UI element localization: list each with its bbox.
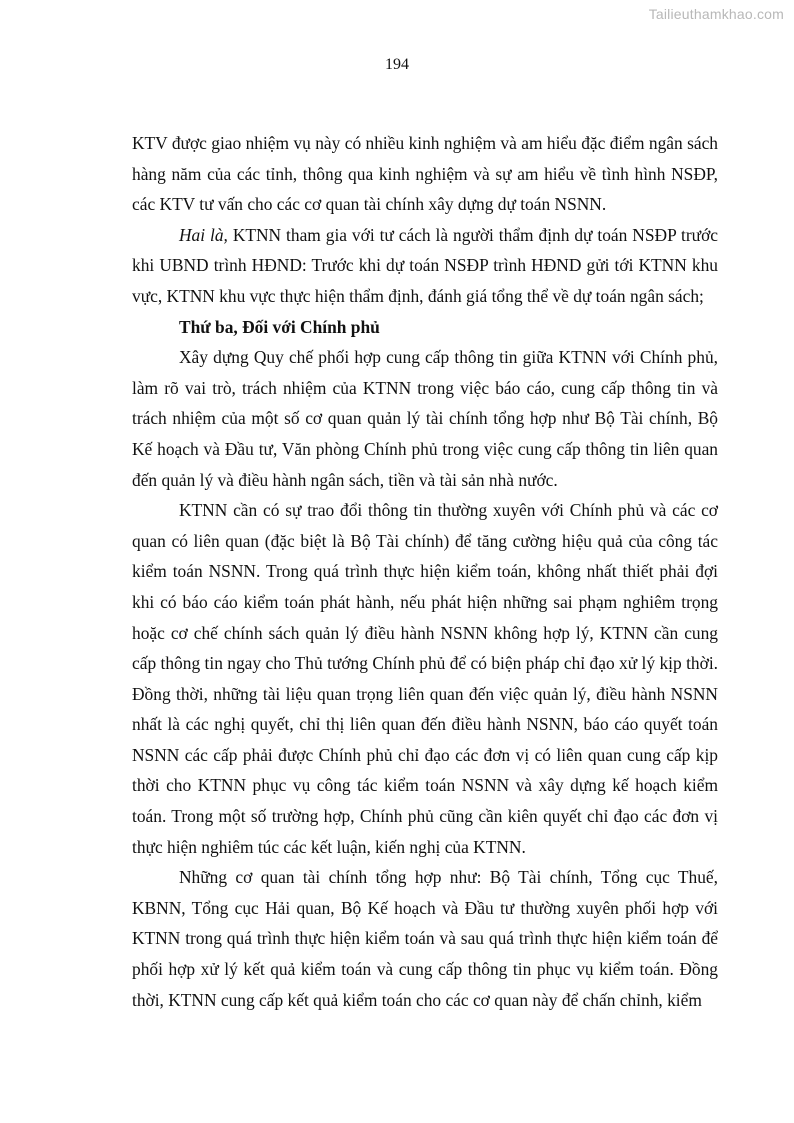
paragraph: KTNN cần có sự trao đổi thông tin thường xuyên với Chính phủ và các cơ quan có liên quan (đặc biệt là Bộ Tài chính) để tăng cường hiệu quả của công tác kiểm toán NSNN. Trong quá trình thực hiện kiểm toán, không nhất thiết phải đợi khi có báo cáo kiểm toán phát hành, nếu phát hiện những sai phạm nghiêm trọng hoặc cơ chế chính sách quản lý điều hành NSNN không hợp lý, KTNN cần cung cấp thông tin ngay cho Thủ tướng Chính phủ để có biện pháp chỉ đạo xử lý kịp thời. Đồng thời, những tài liệu quan trọng liên quan đến việc quản lý, điều hành NSNN nhất là các nghị quyết, chỉ thị liên quan đến điều hành NSNN, báo cáo quyết toán NSNN các cấp phải được Chính phủ chỉ đạo các đơn vị có liên quan cung cấp kịp thời cho KTNN phục vụ công tác kiểm toán NSNN và xây dựng kế hoạch kiểm toán. Trong một số trường hợp, Chính phủ cũng cần kiên quyết chỉ đạo các đơn vị thực hiện nghiêm túc các kết luận, kiến nghị của KTNN. [132,500,718,857]
paragraph-continuation: KTV được giao nhiệm vụ này có nhiều kinh nghiệm và am hiểu đặc điểm ngân sách hàng năm của các tỉnh, thông qua kinh nghiệm và sự am hiểu về tình hình NSĐP, các KTV tư vấn cho các cơ quan tài chính xây dựng dự toán NSNN. [132,133,718,215]
paragraph: Xây dựng Quy chế phối hợp cung cấp thông tin giữa KTNN với Chính phủ, làm rõ vai trò, trách nhiệm của KTNN trong việc báo cáo, cung cấp thông tin và trách nhiệm của một số cơ quan quản lý tài chính tổng hợp như Bộ Tài chính, Bộ Kế hoạch và Đầu tư, Văn phòng Chính phủ trong việc cung cấp thông tin liên quan đến quản lý và điều hành ngân sách, tiền và tài sản nhà nước. [132,347,718,490]
paragraph-lead-italic: Hai là, [179,224,228,245]
document-body [132,128,718,1015]
watermark: Tailieuthamkhao.com [648,6,784,22]
paragraph: Những cơ quan tài chính tổng hợp như: Bộ Tài chính, Tổng cục Thuế, KBNN, Tổng cục Hải quan, Bộ Kế hoạch và Đầu tư thường xuyên phối hợp với KTNN trong quá trình thực hiện kiểm toán và sau quá trình thực hiện kiểm toán để phối hợp xử lý kết quả kiểm toán và cung cấp thông tin phục vụ kiểm toán. Đồng thời, KTNN cung cấp kết quả kiểm toán cho các cơ quan này để chấn chỉnh, kiểm [132,867,718,1010]
paragraph-text: KTNN tham gia với tư cách là người thẩm định dự toán NSĐP trước khi UBND trình HĐND: Trước khi dự toán NSĐP trình HĐND gửi tới KTNN khu vực, KTNN khu vực thực hiện thẩm định, đánh giá tổng thể về dự toán ngân sách; [132,224,718,306]
page-number: 194 [385,56,409,73]
section-heading: Thứ ba, Đối với Chính phủ [179,316,380,337]
paragraph-hai-la [132,220,718,312]
